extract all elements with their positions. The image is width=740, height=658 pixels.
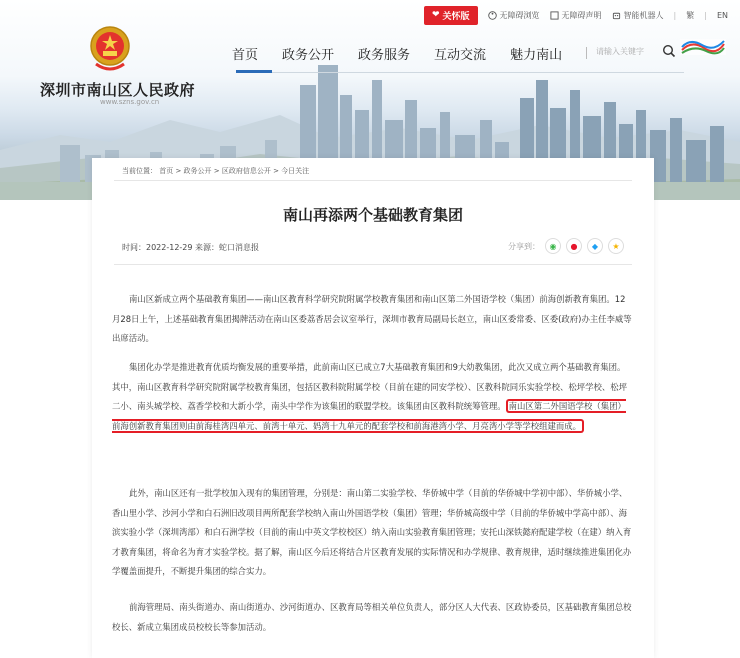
english-link[interactable]: EN	[716, 10, 728, 20]
highlighted-sentence: 南山区第二外国语学校（集团）前海创新教育集团则由前海桂湾四单元、前湾十单元、妈湾十九单元的配套学校和前海港湾小学、月亮湾小学等学校组建而成。	[112, 401, 626, 431]
nav-active-indicator	[236, 70, 272, 73]
accessible-browse-label: 无障碍浏览	[499, 10, 540, 20]
site-title[interactable]: 深圳市南山区人民政府	[40, 81, 196, 99]
divider	[114, 180, 632, 181]
accessibility-icon	[488, 11, 497, 20]
article-title: 南山再添两个基础教育集团	[282, 206, 463, 224]
divider: |	[673, 10, 677, 20]
heart-icon: ❤	[431, 10, 440, 20]
divider	[114, 264, 632, 265]
qq-icon[interactable]: ◆	[587, 238, 603, 254]
qzone-icon[interactable]: ★	[608, 238, 624, 254]
site-url: www.szns.gov.cn	[100, 98, 160, 106]
smart-robot-link[interactable]	[612, 10, 664, 21]
nav-underline	[238, 72, 684, 73]
nav-home[interactable]: 首页	[232, 48, 259, 63]
nav-interaction[interactable]: 互动交流	[434, 48, 487, 63]
gov-online-badge[interactable]	[680, 36, 726, 58]
search-icon[interactable]	[662, 44, 676, 58]
accessibility-statement-label: 无障碍声明	[561, 10, 602, 20]
divider	[586, 47, 587, 59]
nav-gov-services[interactable]: 政务服务	[358, 48, 411, 63]
main-nav	[220, 44, 574, 63]
article-paragraph-4: 前海管理局、南头街道办、南山街道办、沙河街道办、区教育局等相关单位负责人，部分区人大代表、区政协委员，区基础教育集团总校校长、新成立集团成员校校长等参加活动。	[112, 602, 632, 632]
robot-icon	[612, 11, 621, 20]
paragraph-2-text: 集团化办学是推进教育优质均衡发展的重要举措，此前南山区已成立7大基础教育集团和9大幼教集团，此次又成立两个基础教育集团。其中，南山区教育科学研究院附属学校教育集团，包括区教科院附属学校（目前在建的同安学校）、区教科院同乐实验学校、松坪学校、松坪二小、南头城学校、荔香学校和大新小学，南头中学作为该集团的联盟学校。该集团由区教科院统筹管理。	[112, 362, 628, 411]
share-bar	[508, 238, 624, 254]
article-meta: 时间：2022-12-29 来源：蛇口消息报	[122, 243, 260, 252]
nav-charm-nanshan[interactable]: 魅力南山	[510, 48, 563, 63]
accessibility-statement-link[interactable]	[550, 10, 602, 21]
divider: |	[704, 10, 707, 20]
smart-robot-label: 智能机器人	[623, 10, 664, 20]
accessibility-icon	[550, 11, 559, 20]
share-label: 分享到：	[508, 241, 540, 251]
article-paragraph-1: 南山区新成立两个基础教育集团——南山区教育科学研究院附属学校教育集团和南山区第二外国语学校（集团）前海创新教育集团。12月28日上午，上述基础教育集团揭牌活动在南山区委荔香居会议室举行，深圳市教育局副局长赵立，南山区委常委、区委(政府)办主任李威等出席活动。	[112, 294, 632, 343]
traditional-chinese-link[interactable]: 繁	[686, 10, 695, 20]
utility-bar	[424, 6, 728, 24]
weibo-icon[interactable]: ●	[566, 238, 582, 254]
national-emblem-icon	[88, 24, 132, 74]
article-paragraph-3: 此外，南山区还有一批学校加入现有的集团管理，分别是：南山第二实验学校、华侨城中学（目前的华侨城中学初中部）、华侨城小学、香山里小学、沙河小学和白石洲旧改项目两所配套学校纳入南山外国语学校（集团）管理；华侨城高级中学（目前的华侨城中学高中部）、海滨实验小学（深圳湾部）和白石洲学校（目前的南山中英文学校校区）纳入南山实验教育集团管理；安托山深铁懿府配建学校（在建）纳入育才教育集团，将命名为育才实验学校。据了解，南山区今后还将结合片区教育发展的实际情况和办学规律、教育规律，适时继续推进集团化办学覆盖面提升，不断提升集团的综合实力。	[112, 488, 632, 576]
wechat-icon[interactable]: ◉	[545, 238, 561, 254]
article-paragraph-2	[112, 358, 632, 436]
care-mode-button[interactable]	[424, 6, 478, 25]
search-input[interactable]: 请输入关键字	[596, 47, 644, 56]
care-mode-label: 关怀版	[442, 11, 470, 22]
nav-gov-affairs[interactable]: 政务公开	[282, 48, 335, 63]
article-card	[92, 158, 654, 658]
breadcrumb[interactable]: 当前位置： 首页 > 政务公开 > 区政府信息公开 > 今日关注	[122, 167, 310, 175]
accessible-browse-link[interactable]	[488, 10, 540, 21]
